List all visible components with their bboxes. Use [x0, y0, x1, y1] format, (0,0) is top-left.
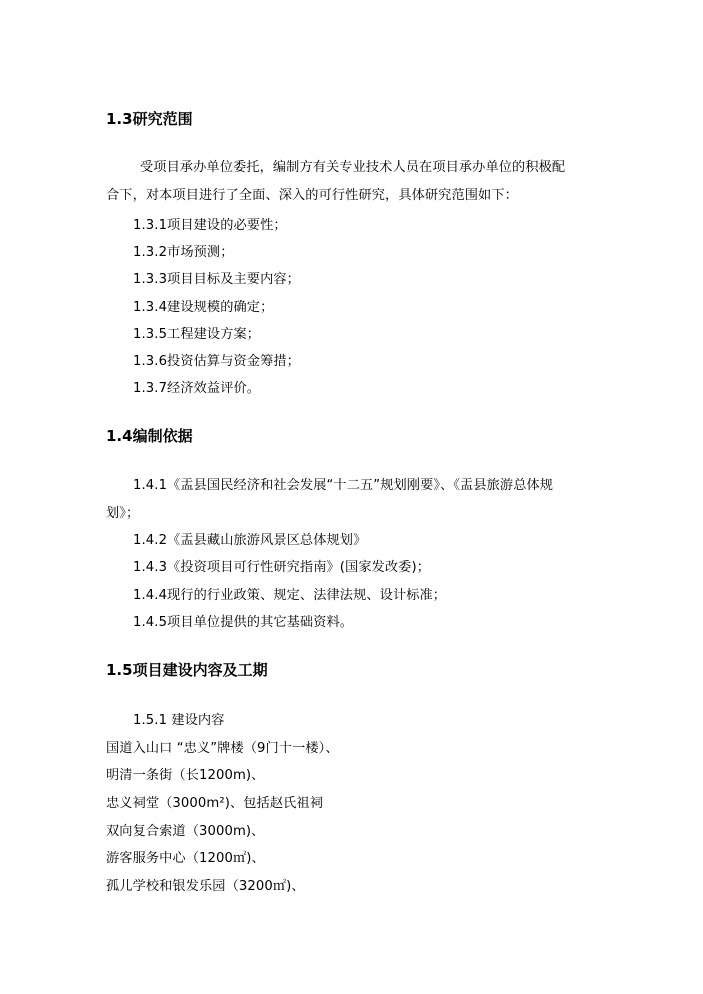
- list-item: 孤儿学校和银发乐园（3200㎡)、: [106, 879, 305, 894]
- list-item: 1.3.2市场预测；: [133, 245, 234, 260]
- list-item: 1.4.5项目单位提供的其它基础资料。: [133, 615, 354, 630]
- list-item: 1.3.5工程建设方案；: [133, 327, 261, 342]
- list-item: 1.3.1项目建设的必要性；: [133, 218, 287, 233]
- list-item-continuation: 划》；: [106, 506, 140, 521]
- list-item: 游客服务中心（1200㎡)、: [106, 851, 265, 866]
- list-item: 1.3.6投资估算与资金筹措；: [133, 354, 300, 369]
- paragraph-line: 合下，对本项目进行了全面、深入的可行性研究，具体研究范围如下：: [106, 188, 518, 203]
- list-item: 忠义祠堂（3000m²)、包括赵氏祖祠: [106, 796, 323, 811]
- list-item: 1.4.4现行的行业政策、规定、法律法规、设计标准；: [133, 588, 447, 603]
- list-item: 1.3.4建设规模的确定；: [133, 300, 274, 315]
- subsection-heading: 1.5.1 建设内容: [133, 713, 225, 728]
- section-heading-1-4: 1.4编制依据: [106, 427, 193, 445]
- list-item: 1.4.1《盂县国民经济和社会发展“十二五”规划刚要》、《盂县旅游总体规: [133, 478, 554, 493]
- list-item: 双向复合索道（3000m)、: [106, 824, 265, 839]
- paragraph-line: 受项目承办单位委托，编制方有关专业技术人员在项目承办单位的积极配: [140, 160, 566, 175]
- list-item: 1.3.3项目目标及主要内容；: [133, 272, 300, 287]
- list-item: 1.4.3《投资项目可行性研究指南》(国家发改委)；: [133, 560, 431, 575]
- list-item: 国道入山口 “忠义”牌楼（9门十一楼）、: [106, 741, 339, 756]
- list-item: 1.4.2《盂县藏山旅游风景区总体规划》: [133, 533, 367, 548]
- section-heading-1-3: 1.3研究范围: [106, 110, 193, 128]
- list-item: 明清一条街（长1200m)、: [106, 768, 265, 783]
- section-heading-1-5: 1.5项目建设内容及工期: [106, 661, 268, 679]
- list-item: 1.3.7经济效益评价。: [133, 381, 261, 396]
